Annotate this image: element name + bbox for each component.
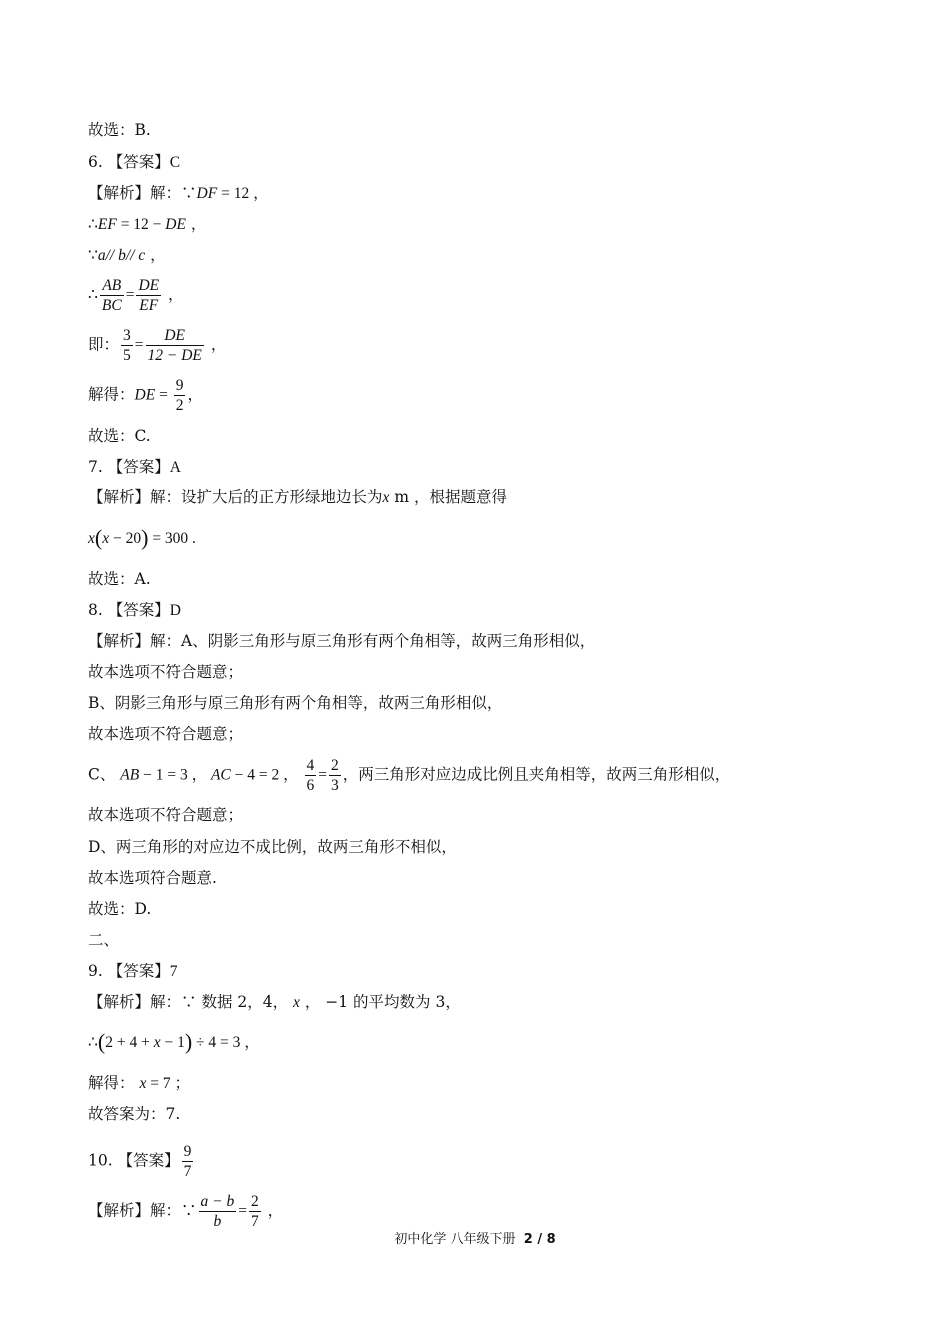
analysis-tag: 【解析】 (88, 632, 151, 650)
denominator: b (213, 1213, 222, 1230)
page-footer (0, 1228, 950, 1247)
because-symbol: ∵ (88, 246, 98, 264)
answer-value: C (169, 154, 181, 171)
answer-value: D (169, 602, 181, 619)
equals: = (318, 766, 328, 784)
answer-line: 故选：A. (88, 570, 151, 588)
analysis-line (88, 276, 184, 315)
analysis-tag: 【解析】 (88, 488, 151, 506)
fraction (199, 1192, 237, 1231)
math-var: x (382, 489, 390, 506)
analysis-line (88, 1192, 283, 1231)
text-line: D、两三角形的对应边不成比例，故两三角形不相似， (88, 838, 457, 856)
course-label: 初中化学 八年级下册 (394, 1232, 516, 1247)
denominator: 5 (123, 347, 131, 364)
text-line: 故本选项不符合题意； (88, 663, 244, 681)
math-var: EF (97, 216, 117, 233)
text-line: 故本选项符合题意. (88, 869, 217, 887)
analysis-tag: 【解析】 (88, 1201, 151, 1220)
text-line: 故本选项不符合题意； (88, 806, 244, 824)
denominator: 7 (251, 1213, 259, 1230)
equation-line (88, 1029, 260, 1054)
question-10-answer (88, 1142, 195, 1181)
math-var: AC (210, 766, 231, 784)
answer-tag: 【答案】 (107, 458, 170, 476)
math-var: x (88, 530, 95, 547)
math-expr: − 4 = 2 ， (230, 766, 303, 784)
analysis-line (88, 326, 226, 365)
question-8-answer (88, 600, 181, 621)
answer-line: 故选：C. (88, 427, 151, 445)
paren: ) (141, 525, 149, 550)
math-var: DE (165, 216, 186, 233)
answer-line: 故选：B. (88, 121, 151, 139)
denominator: 2 (175, 397, 184, 414)
question-number: 9. (88, 962, 103, 980)
therefore-symbol: ∴ (88, 1033, 98, 1051)
paren: ) (184, 1029, 193, 1054)
fraction (329, 756, 341, 795)
analysis-line (88, 183, 269, 204)
analysis-line (88, 631, 595, 651)
text: 解得： (88, 1074, 140, 1092)
answer-line: 故答案为：7. (88, 1105, 181, 1123)
answer-tag: 【答案】 (107, 962, 170, 980)
analysis-line (88, 487, 507, 508)
therefore-symbol: ∴ (88, 285, 98, 304)
text: ，两三角形对应边成比例且夹角相等，故两三角形相似， (342, 765, 731, 784)
math-var: DE (134, 386, 156, 404)
equation-line (88, 525, 196, 550)
text: 解：∵ 数据 2，4， (150, 993, 294, 1011)
analysis-line (88, 1073, 190, 1094)
math-var: DF (196, 185, 218, 202)
math-var: AB (120, 766, 140, 784)
question-7-answer (88, 457, 181, 478)
text: m ，根据题意得 (389, 488, 507, 506)
text: 解：∵ (150, 184, 197, 202)
numerator: 2 (331, 757, 339, 774)
analysis-line (88, 214, 206, 235)
fraction (174, 376, 186, 415)
numerator: 4 (306, 757, 315, 774)
page-number: 2 / 8 (523, 1232, 556, 1247)
fraction (100, 276, 124, 315)
equals: = (155, 386, 172, 404)
numerator: 9 (175, 377, 184, 394)
denominator: 3 (331, 777, 339, 794)
equals: = (125, 286, 135, 304)
question-number: 8. (88, 601, 103, 619)
math-expr: − 1 = 3 ， (139, 766, 211, 784)
text: ， (145, 246, 166, 264)
math-expr: = 300 . (148, 530, 196, 547)
analysis-line (88, 376, 203, 415)
text: 解：A、阴影三角形与原三角形有两个角相等，故两三角形相似， (150, 632, 596, 650)
analysis-tag: 【解析】 (88, 993, 151, 1011)
question-number: 10. (88, 1151, 113, 1170)
text: C、 (88, 765, 121, 784)
equals: = (134, 336, 144, 354)
math-expr: − 20 (109, 530, 142, 547)
math-expr: = 12 ， (217, 185, 269, 202)
numerator: DE (138, 277, 160, 294)
text: ， −1 的平均数为 3， (299, 993, 461, 1011)
math-var: x (102, 530, 110, 547)
answer-value: 7 (169, 963, 178, 980)
question-9-answer (88, 961, 178, 982)
math-expr: = 7 ； (146, 1075, 190, 1092)
analysis-line (88, 756, 730, 795)
question-number: 7. (88, 458, 103, 476)
answer-value: A (169, 459, 181, 476)
fraction (121, 326, 133, 365)
answer-tag: 【答案】 (107, 153, 170, 171)
answer-tag: 【答案】 (117, 1151, 180, 1170)
numerator: DE (146, 326, 204, 346)
fraction (146, 326, 204, 365)
text: 解得： (88, 385, 135, 404)
numerator: 9 (183, 1143, 192, 1160)
math-expr: 2 + 4 + (105, 1034, 154, 1051)
denominator: BC (101, 297, 122, 314)
fraction (249, 1192, 261, 1231)
analysis-line (88, 992, 461, 1013)
numerator: 3 (123, 327, 131, 344)
denominator: 12 − DE (147, 347, 202, 364)
math-expr: = 12 − (116, 216, 166, 233)
text: 即： (88, 335, 120, 354)
text: 解：∵ (150, 1201, 197, 1220)
math-expr: ÷ 4 = 3 ， (192, 1034, 260, 1051)
analysis-tag: 【解析】 (88, 184, 151, 202)
text: ， (205, 335, 227, 354)
fraction (182, 1142, 194, 1181)
text: 解：设扩大后的正方形绿地边长为 (150, 488, 383, 506)
math-var: x (139, 1075, 147, 1092)
numerator: AB (100, 276, 124, 296)
section-heading: 二、 (88, 931, 120, 949)
text: ， (187, 385, 203, 404)
paren: ( (94, 525, 103, 550)
text-line: 故本选项不符合题意； (88, 725, 244, 743)
denominator: 6 (306, 777, 315, 794)
math-var: x (153, 1034, 161, 1051)
numerator: 2 (251, 1193, 259, 1210)
text: ， (185, 215, 207, 233)
paren: ( (97, 1029, 106, 1054)
text: ， (262, 1201, 284, 1220)
math-expr: a// b// c (97, 247, 146, 264)
text-line: B、阴影三角形与原三角形有两个角相等，故两三角形相似， (88, 694, 503, 712)
math-expr: − 1 (160, 1034, 185, 1051)
therefore-symbol: ∴ (88, 215, 98, 233)
fraction (305, 756, 317, 795)
analysis-line (88, 245, 166, 266)
equals: = (238, 1202, 247, 1220)
question-number: 6. (88, 153, 103, 171)
answer-tag: 【答案】 (107, 601, 170, 619)
fraction (136, 276, 161, 315)
answer-line: 故选：D. (88, 900, 152, 918)
question-6-answer (88, 152, 180, 173)
denominator: EF (139, 297, 159, 314)
math-var: x (293, 994, 300, 1011)
text: ， (163, 285, 184, 304)
denominator: 7 (183, 1163, 192, 1180)
numerator: a − b (200, 1193, 235, 1210)
